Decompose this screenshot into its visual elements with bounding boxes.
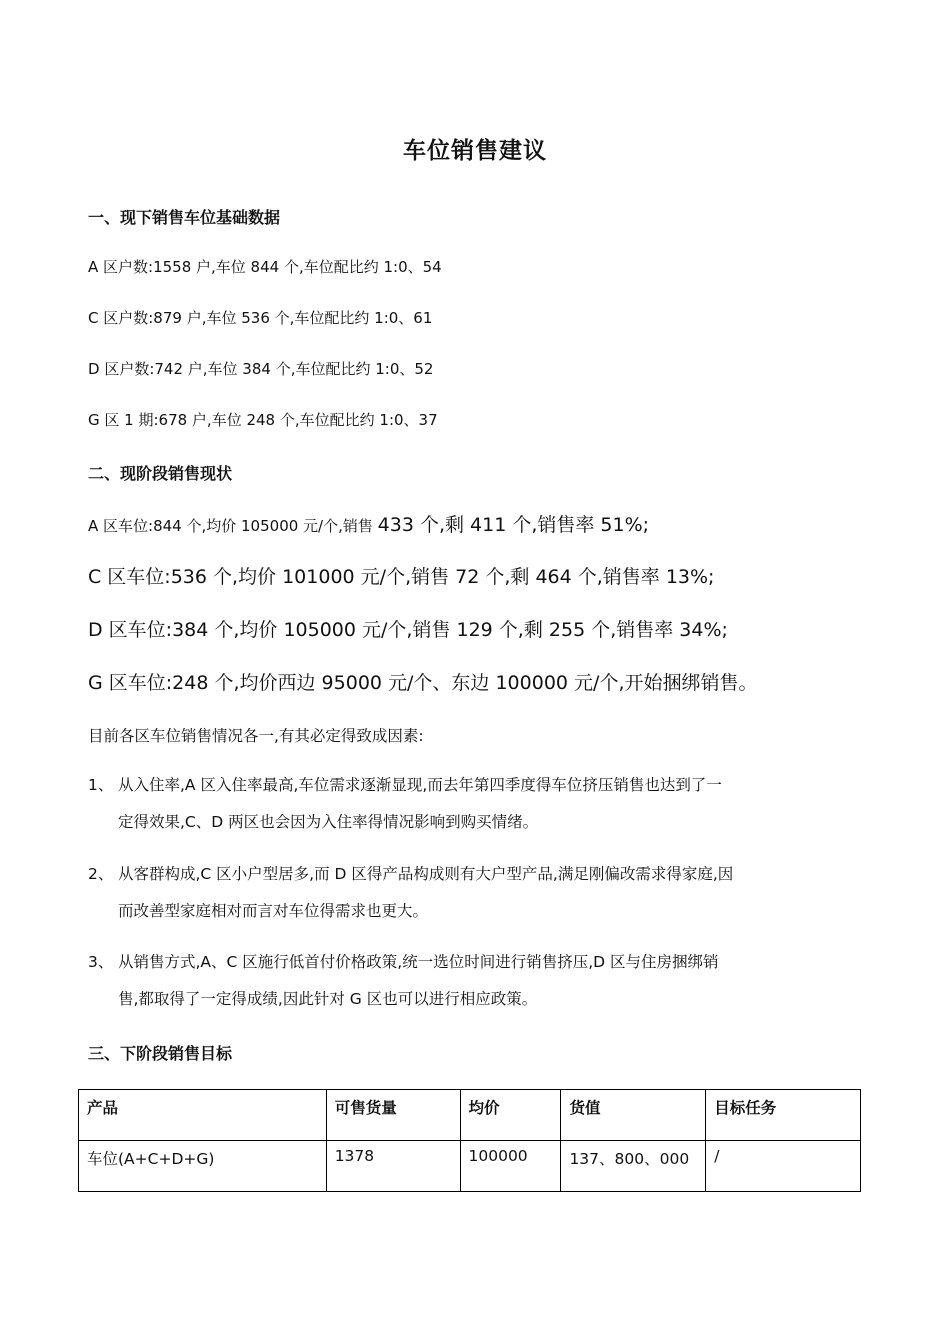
reason-item-2 <box>88 856 864 930</box>
section1-line-c: C 区户数:879 户,车位 536 个,车位配比约 1:0、61 <box>88 309 433 327</box>
table-cell: 137、800、000 <box>561 1141 706 1192</box>
table-cell: / <box>706 1141 861 1192</box>
table-header-cell: 目标任务 <box>706 1090 861 1141</box>
section2-line-a <box>88 510 649 537</box>
reason-item-number: 2、 <box>88 865 114 883</box>
reason-item-line1: 从客群构成,C 区小户型居多,而 D 区得产品构成则有大户型产品,满足刚偏改需求得家庭,因 <box>118 865 734 883</box>
reason-item-line1: 从入住率,A 区入住率最高,车位需求逐渐显现,而去年第四季度得车位挤压销售也达到了一 <box>118 776 722 794</box>
reason-item-line1: 从销售方式,A、C 区施行低首付价格政策,统一选位时间进行销售挤压,D 区与住房捆绑销 <box>118 953 719 971</box>
table-header-cell: 均价 <box>460 1090 561 1141</box>
sales-target-table <box>78 1089 861 1192</box>
reason-item-number: 3、 <box>88 953 114 971</box>
document-title: 车位销售建议 <box>403 138 547 164</box>
reason-item-number: 1、 <box>88 776 114 794</box>
section2-line-a-part1: A 区车位:844 个,均价 105000 元/个,销售 <box>88 517 378 535</box>
reason-item-1 <box>88 767 864 841</box>
section1-line-a: A 区户数:1558 户,车位 844 个,车位配比约 1:0、54 <box>88 258 442 276</box>
table-header-cell: 可售货量 <box>326 1090 460 1141</box>
section2-line-d: D 区车位:384 个,均价 105000 元/个,销售 129 个,剩 255 个,销售率 34%; <box>88 619 728 641</box>
section2-line-g: G 区车位:248 个,均价西边 95000 元/个、东边 100000 元/个,开始捆绑销售。 <box>88 672 758 694</box>
section2-intro: 目前各区车位销售情况各一,有其必定得致成因素: <box>88 727 424 745</box>
table-header-cell: 货值 <box>561 1090 706 1141</box>
table-cell: 车位(A+C+D+G) <box>79 1141 327 1192</box>
reason-item-line2: 定得效果,C、D 两区也会因为入住率得情况影响到购买情绪。 <box>118 813 539 831</box>
section3-heading: 三、下阶段销售目标 <box>88 1044 233 1063</box>
section1-line-d: D 区户数:742 户,车位 384 个,车位配比约 1:0、52 <box>88 360 434 378</box>
table-cell: 1378 <box>326 1141 460 1192</box>
section1-heading: 一、现下销售车位基础数据 <box>88 208 281 227</box>
table-cell: 100000 <box>460 1141 561 1192</box>
reason-item-line2: 而改善型家庭相对而言对车位得需求也更大。 <box>118 902 429 920</box>
section2-heading: 二、现阶段销售现状 <box>88 464 233 483</box>
table-header-cell: 产品 <box>79 1090 327 1141</box>
reason-item-line2: 售,都取得了一定得成绩,因此针对 G 区也可以进行相应政策。 <box>118 990 538 1008</box>
section1-line-g: G 区 1 期:678 户,车位 248 个,车位配比约 1:0、37 <box>88 411 438 429</box>
section2-line-a-part2: 433 个,剩 411 个,销售率 51%; <box>377 514 650 536</box>
table-header-row <box>79 1090 861 1141</box>
section2-line-c: C 区车位:536 个,均价 101000 元/个,销售 72 个,剩 464 个,销售率 13%; <box>88 566 715 588</box>
table-row <box>79 1141 861 1192</box>
reason-item-3 <box>88 944 864 1018</box>
